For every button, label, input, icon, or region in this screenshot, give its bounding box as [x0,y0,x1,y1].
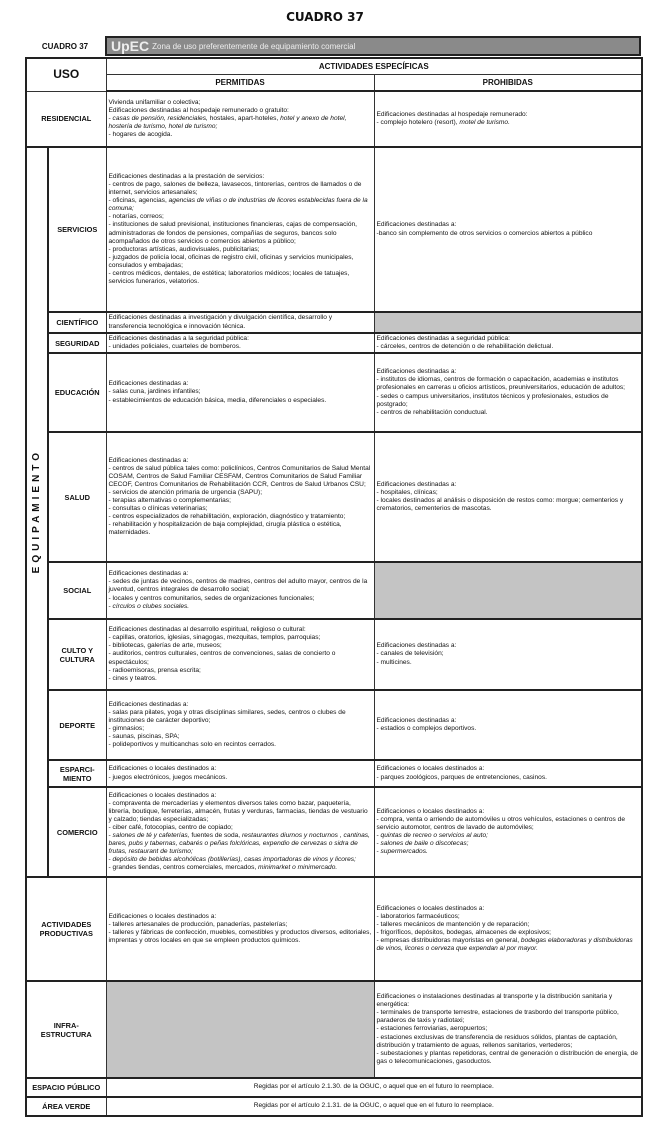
table-header-band [25,36,641,56]
prohibited-cell [374,690,642,760]
text-segment: - talleres mecánicos de mantención y de reparación; [376,920,530,928]
text-segment: - talleres y fábricas de confección, muebles, comestibles y productos diversos, editoriales, imprentas y otros locales en que se empleen productos químicos. [108,929,372,945]
use-category: CIENTÍFICO [48,312,106,333]
use-category: RESIDENCIAL [26,91,106,147]
prohibited-cell [374,147,642,312]
text-line [377,913,640,921]
text-line [109,131,372,139]
text-line [377,725,640,733]
text-line [109,578,372,594]
text-segment: - cárceles, centros de detención o de rehabilitación delictual. [376,343,554,350]
text-segment: Edificaciones destinadas al hospedaje remunerado: [376,110,528,118]
text-segment: - juzgados de policía local, oficinas de registro civil, oficinas y servicios municipales, consulados y embajadas; [108,253,354,269]
text-segment: Edificaciones destinadas a la prestación de servicios: [108,172,265,180]
text-segment: - institutos de idiomas, centros de formación o capacitación, academias e institutos profesionales en carreras u oficios artísticos, preuniversitarios, educación de adultos; [376,376,626,392]
permitted-cell [106,877,374,981]
text-segment: - cines y teatros. [108,674,157,682]
text-line [109,856,372,864]
text-line [109,701,372,709]
text-line [109,521,372,537]
text-segment: - complejo hotelero (resort), [376,119,460,126]
prohibited-cell [374,619,642,690]
table-row [26,91,642,147]
text-line [109,107,372,115]
text-segment: círculos o clubes sociales. [112,602,190,610]
text-segment: Edificaciones destinadas a: [376,221,457,229]
text-line [109,213,372,221]
text-line [109,634,372,642]
text-segment: depósito de bebidas alcohólicas (botillerías), casas importadoras de vinos y licores; [112,856,356,864]
text-segment: Edificaciones o locales destinados a: [376,807,485,815]
text-line [109,513,372,521]
text-segment: Edificaciones destinadas a: [108,380,189,388]
table-row [26,690,642,760]
text-line [377,921,640,929]
text-segment: - multicines. [376,658,412,666]
text-line [109,650,372,666]
text-segment: Edificaciones o locales destinados a: [376,904,485,912]
text-line [109,397,372,405]
use-category: EDUCACIÓN [48,353,106,432]
text-segment: - salas cuna, jardines infantiles; [108,388,201,396]
text-line [377,774,640,782]
table-row [26,147,642,312]
text-segment: Edificaciones destinadas a: [376,368,457,376]
text-line [377,343,640,351]
text-segment: - salas para pilates, yoga y otras disciplinas similares, sedes, centros o clubes de instituciones de carácter deportivo; [108,708,346,724]
text-segment: - parques zoológicos, parques de entretenciones, casinos. [376,773,547,781]
text-segment: - ciber café, fotocopias, centro de copiado; [108,823,233,831]
text-segment: supermercados. [380,848,428,856]
text-segment: - polideportivos y multicanchas solo en recintos cerrados. [108,741,277,749]
text-segment: - instituciones de salud previsional, instituciones financieras, cajas de compensación, administradoras de fondos de pensiones, compañías de seguros, bancos solo acompañados de otros servicios o comercios abiertos a público; [108,221,358,245]
prohibited-cell [374,353,642,432]
group-label-text: EQUIPAMIENTO [30,448,42,574]
use-category: COMERCIO [48,787,106,877]
text-segment: - bibliotecas, galerías de arte, museos; [108,642,222,650]
text-segment: - consultas o clínicas veterinarias; [108,505,208,513]
text-line [109,497,372,505]
permitted-cell [106,353,374,432]
text-segment: Edificaciones o locales destinados a: [376,765,485,773]
text-line [109,465,372,489]
text-line [109,709,372,725]
text-line [109,603,372,611]
col-header-prohibidas: PROHIBIDAS [374,75,642,92]
text-segment: - terminales de transporte terrestre, estaciones de trasbordo del transporte público, paraderos de taxis y radiotaxi; [376,1009,619,1025]
use-category: ACTIVIDADES PRODUCTIVAS [26,877,106,981]
prohibited-cell [374,432,642,562]
text-segment: Edificaciones destinadas al desarrollo espiritual, religioso o cultural: [108,626,306,634]
text-segment: - [376,848,381,856]
text-segment: Edificaciones destinadas al hospedaje remunerado o gratuito: [108,106,289,114]
text-segment: - unidades policiales, cuarteles de bomberos. [108,343,241,350]
text-segment: - estaciones exclusivas de transferencia de residuos sólidos, plantas de captación, distribución y tratamiento de aguas, rellenos sanitarios, vertederos; [376,1033,618,1049]
table-row [26,333,642,353]
text-segment: restaurantes diurnos y nocturnos , cantinas, bares, pubs y tabernas, cabarés o peñas folclóricas, expendio de cervezas o sidra de frutas, restaurant de turismo; [108,832,370,856]
text-line [109,913,372,921]
text-line [109,765,372,773]
text-line [109,221,372,245]
text-segment: - juegos electrónicos, juegos mecánicos. [108,773,228,781]
prohibited-cell [374,787,642,877]
text-segment: - centros especializados de rehabilitación, exploración, diagnóstico y tratamiento; [108,513,346,521]
table-row [26,981,642,1078]
text-segment: Edificaciones destinadas a la seguridad pública: [108,334,249,342]
text-line [377,659,640,667]
text-segment: - terapias alternativas o complementarias; [108,497,231,504]
cuadro-label: CUADRO 37 [41,41,89,51]
text-segment: - compra, venta o arriendo de automóviles u otros vehículos, estaciones o centros de servicio automotor, centros de lavado de automóviles; [376,815,626,831]
zone-band [105,36,641,56]
zone-name: Zona de uso preferentemente de equipamiento comercial [152,41,356,51]
text-segment: - estaciones ferroviarias, aeropuertos; [376,1025,488,1033]
text-segment: Edificaciones o instalaciones destinadas al transporte y la distribución sanitaria y energética: [376,993,613,1009]
text-segment: Edificaciones destinadas a: [376,716,457,724]
table-row [26,432,642,562]
text-line [109,197,372,213]
text-line [109,792,372,800]
text-line [377,489,640,497]
use-category: ESPARCI-MIENTO [48,760,106,787]
text-line [377,1025,640,1033]
col-header-permitidas: PERMITIDAS [106,75,374,92]
use-category: SALUD [48,432,106,562]
table-row [26,312,642,333]
text-line [377,497,640,513]
text-segment: - servicios de atención primaria de urgencia (SAPU); [108,488,263,496]
regulation-cell: Regidas por el artículo 2.1.30. de la OGUC, o aquel que en el futuro lo reemplace. [106,1078,642,1097]
permitted-cell [106,690,374,760]
text-line [377,481,640,489]
text-segment: - auditorios, centros culturales, centros de convenciones, salas de concierto o espectáculos; [108,650,336,666]
table-row [26,787,642,877]
text-segment: - locales y centros comunitarios, sedes de organizaciones funcionales; [108,594,315,602]
text-segment: - hogares de acogida. [108,131,173,139]
permitted-cell [106,981,374,1078]
text-segment: Edificaciones destinadas a: [108,700,189,708]
text-line [377,832,640,840]
text-line [109,741,372,749]
use-table [25,57,643,1117]
text-line [377,368,640,376]
text-line [109,667,372,675]
text-segment: - saunas, piscinas, SPA; [108,733,180,741]
text-segment: Edificaciones o locales destinados a: [108,912,217,920]
text-segment: - [108,114,113,122]
prohibited-cell [374,760,642,787]
permitted-cell [106,147,374,312]
use-category: DEPORTE [48,690,106,760]
zone-code: UpEC [111,38,150,54]
text-line [109,921,372,929]
use-category: INFRA-ESTRUCTURA [26,981,106,1078]
text-segment: - [376,832,381,839]
use-category: SEGURIDAD [48,333,106,353]
text-line [109,457,372,465]
text-line [109,864,372,872]
text-line [377,230,640,238]
text-segment: Edificaciones o locales destinados a: [108,791,217,799]
text-segment: salones de té y cafeterías, [112,832,190,839]
text-line [377,393,640,409]
text-segment: Edificaciones destinadas a investigación y divulgación científica, desarrollo y transferencia tecnológica e innovación técnica. [108,314,333,330]
text-segment: hostales, apart-hoteles, [207,114,281,122]
prohibited-cell [374,981,642,1078]
text-line [109,99,372,107]
text-line [109,270,372,286]
text-segment: - [108,856,113,864]
text-segment: - notarías, correos; [108,213,164,221]
text-line [377,808,640,816]
text-line [377,409,640,417]
text-line [377,929,640,937]
text-segment: hotel y anexo de hotel, hostería de turismo, hotel de turismo; [108,114,347,131]
text-segment: - compraventa de mercaderías y elementos diversos tales como bazar, paquetería, librería, boutique, ferreterías, almacén, frutas y verduras, farmacias, tiendas de vestuario y calzado; tiendas especializadas; [108,799,368,823]
text-segment: - sedes o campus universitarios, institutos técnicos y profesionales, estudios de postgrado; [376,392,609,408]
text-line [377,221,640,229]
table-row [26,353,642,432]
text-line [109,626,372,634]
text-line [377,840,640,848]
use-category: SOCIAL [48,562,106,619]
permitted-cell [106,787,374,877]
text-line [109,314,372,330]
text-line [109,181,372,197]
text-segment: - subestaciones y plantas repetidoras, central de generación o distribución de energía, de gas o telecomunicaciones, gasoductos. [376,1049,638,1065]
text-segment: - gimnasios; [108,725,145,732]
text-segment: Vivienda unifamiliar o colectiva; [108,98,201,106]
text-line [109,725,372,733]
text-line [109,505,372,513]
text-line [377,111,640,119]
text-segment: fuentes de soda, [189,832,242,839]
text-line [109,115,372,131]
regulation-cell: Regidas por el artículo 2.1.31. de la OGUC, o aquel que en el futuro lo reemplace. [106,1097,642,1116]
text-segment: - sedes de juntas de vecinos, centros de madres, centros del adulto mayor, centros de la juventud, centros integrales de desarrollo social; [108,578,368,594]
col-header-actividades: ACTIVIDADES ESPECÍFICAS [106,58,642,75]
text-line [109,774,372,782]
text-line [109,254,372,270]
text-segment: casas de pensión, residenciales, [112,114,208,122]
text-segment: minimarket o minimercado. [258,864,338,872]
prohibited-cell [374,562,642,619]
table-row [26,562,642,619]
text-line [377,717,640,725]
text-segment: - locales destinados al análisis o disposición de restos como: morgue; cementerios y crematorios, cementerios de mascotas. [376,497,624,513]
text-segment: - grandes tiendas, centros comerciales, mercados, [108,864,259,872]
use-category: SERVICIOS [48,147,106,312]
text-segment: - frigoríficos, depósitos, bodegas, almacenes de explosivos; [376,929,551,936]
text-line [109,832,372,856]
text-segment: Edificaciones destinadas a: [108,456,189,464]
table-row [26,1078,642,1097]
text-segment: Edificaciones destinadas a: [108,570,189,578]
text-line [377,1034,640,1050]
text-segment: - hospitales, clínicas; [376,488,438,496]
table-row [26,619,642,690]
text-segment: - [108,832,113,839]
permitted-cell [106,91,374,147]
group-label-equipamiento [26,147,48,877]
text-segment: bodegas elaboradoras y distribuidoras de vinos, licores o cerveza que expendan al por mayor. [376,937,633,953]
table-row [26,760,642,787]
text-segment: Edificaciones destinadas a seguridad pública: [376,334,510,342]
text-segment: - productoras artísticas, audiovisuales, publicitarias; [108,245,260,253]
text-line [109,343,372,351]
text-line [109,570,372,578]
text-line [109,642,372,650]
text-segment: - talleres artesanales de producción, panaderías, pastelerías; [108,920,288,928]
text-segment: - oficinas, agencias, [108,197,169,205]
text-line [109,824,372,832]
permitted-cell [106,619,374,690]
text-line [377,905,640,913]
text-line [109,173,372,181]
text-segment: - radioemisoras, prensa escrita; [108,666,201,674]
text-line [377,765,640,773]
text-line [109,733,372,741]
text-segment: - establecimientos de educación básica, media, diferenciales o especiales. [108,396,327,404]
text-line [377,993,640,1009]
text-line [377,816,640,832]
text-line [109,380,372,388]
text-segment: - laboratorios farmacéuticos; [376,912,460,920]
use-category: ESPACIO PÚBLICO [26,1078,106,1097]
text-segment: -banco sin complemento de otros servicios o comercios abiertos a público [376,229,593,237]
text-segment: salones de baile o discotecas; [380,840,469,848]
text-line [109,335,372,343]
text-segment: - empresas distribuidoras mayoristas en general, [376,937,521,945]
text-line [109,929,372,945]
text-line [109,246,372,254]
text-line [377,937,640,953]
text-line [377,1050,640,1066]
prohibited-cell [374,91,642,147]
prohibited-cell [374,877,642,981]
text-segment: agencias de viñas o de industrias de licores establecidas fuera de la comuna; [108,197,368,213]
permitted-cell [106,432,374,562]
text-segment: - rehabilitación y hospitalización de baja complejidad, cirugía plástica o estética, maternidades. [108,521,342,537]
text-line [377,848,640,856]
text-line [109,489,372,497]
text-line [377,119,640,127]
text-segment: quintas de recreo o servicios al auto; [380,832,488,839]
permitted-cell [106,562,374,619]
text-segment: - canales de televisión; [376,650,444,658]
text-segment: - centros de pago, salones de belleza, lavasecos, tintorerías, centros de llamados o de internet, servicios artesanales; [108,180,362,197]
text-segment: - [108,602,113,610]
permitted-cell [106,333,374,353]
permitted-cell [106,760,374,787]
text-line [109,800,372,824]
text-line [377,642,640,650]
text-segment: Edificaciones destinadas a: [376,642,457,650]
text-line [377,650,640,658]
text-segment: - capillas, oratorios, iglesias, sinagogas, mezquitas, templos, parroquias; [108,634,321,642]
page-title: CUADRO 37 [286,10,364,24]
text-line [109,388,372,396]
text-line [109,595,372,603]
text-line [377,376,640,392]
permitted-cell [106,312,374,333]
text-segment: - [376,840,381,848]
col-header-uso: USO [26,58,106,91]
text-line [109,675,372,683]
table-row [26,1097,642,1116]
text-segment: - centros de salud pública tales como: policlínicos, Centros Comunitarios de Salud Mental COSAM, Centros de Salud Familiar CESFAM, Centros Comunitarios de Salud Familiar CECOF, Centros Comunitarios de Rehabilitación CCR, Centros de Salud Urbanos CSU; [108,464,371,488]
text-segment: - centros de rehabilitación conductual. [376,408,488,416]
table-row [26,877,642,981]
prohibited-cell [374,333,642,353]
prohibited-cell [374,312,642,333]
text-line [377,335,640,343]
use-category: ÁREA VERDE [26,1097,106,1116]
text-segment: Edificaciones o locales destinados a: [108,765,217,773]
use-category: CULTO Y CULTURA [48,619,106,690]
text-segment: motel de turismo. [459,119,510,126]
text-segment: - estadios o complejos deportivos. [376,725,477,732]
text-segment: - centros médicos, dentales, de estética; laboratorios médicos; locales de tatuajes, servicios funerarios, velatorios. [108,269,350,286]
text-line [377,1009,640,1025]
text-segment: Edificaciones destinadas a: [376,480,457,488]
